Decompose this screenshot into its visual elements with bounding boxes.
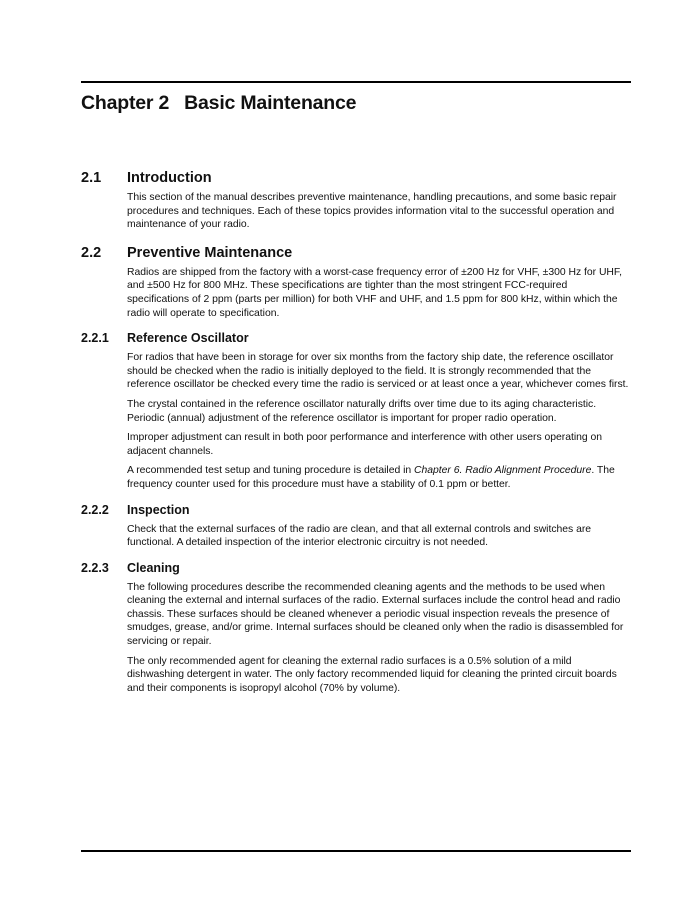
bottom-rule xyxy=(81,850,631,852)
page-content xyxy=(81,168,631,695)
section-title: Introduction xyxy=(127,170,212,186)
chapter-number: Chapter 2 xyxy=(81,92,170,114)
introduction-paragraph: This section of the manual describes preventive maintenance, handling precautions, and some basic repair procedures and techniques. Each of these topics provides information vital to the successful operation and maintenance of your radio. xyxy=(127,192,617,231)
top-rule xyxy=(81,81,631,83)
cleaning-paragraph-1: The following procedures describe the recommended cleaning agents and the methods to be used when cleaning the external and internal surfaces of the radio. External surfaces include the control head and radio chassis. These surfaces should be cleaned whenever a periodic visual inspection reveals the presence of smudges, grease, and/or grime. Internal surfaces should be cleaned only when the radio is disassembled for servicing or repair. xyxy=(127,581,624,648)
paragraph-text: A recommended test setup and tuning procedure is detailed in xyxy=(127,465,415,477)
subsection-number: 2.2.3 xyxy=(81,560,109,575)
subsection-number: 2.2.2 xyxy=(81,502,109,517)
reference-oscillator-paragraph-1: For radios that have been in storage for over six months from the factory ship date, the reference oscillator should be checked when the radio is initially deployed to the field. It is strongly recommended that the reference oscillator be checked every time the radio is serviced or at least once a year, whichever comes first. xyxy=(127,352,629,391)
subsection-heading-inspection xyxy=(81,501,631,519)
subsection-heading-cleaning xyxy=(81,559,631,577)
section-number: 2.1 xyxy=(81,170,102,186)
chapter-title: Basic Maintenance xyxy=(184,92,357,114)
preventive-maintenance-paragraph: Radios are shipped from the factory with a worst-case frequency error of ±200 Hz for VHF, ±300 Hz for UHF, and ±500 Hz for 800 MHz. These specifications are tighter than the most stringent FCC-required specifications of 2 ppm (parts per million) for both VHF and UHF, and 1.5 ppm for 800 kHz, within which the radio will operate to specification. xyxy=(127,266,622,319)
reference-oscillator-paragraph-4 xyxy=(127,464,631,491)
subsection-title: Inspection xyxy=(127,502,190,517)
subsection-heading-reference-oscillator xyxy=(81,329,631,347)
reference-oscillator-paragraph-2: The crystal contained in the reference oscillator naturally drifts over time due to its aging characteristic. Periodic (annual) adjustment of the reference oscillator is important for proper radio operation. xyxy=(127,398,597,424)
reference-oscillator-paragraph-3: Improper adjustment can result in both poor performance and interference with other users operating on adjacent channels. xyxy=(127,432,603,457)
section-heading-introduction xyxy=(81,168,631,188)
chapter-heading xyxy=(81,92,356,115)
chapter-cross-reference: Chapter 6. Radio Alignment Procedure xyxy=(414,465,592,477)
paragraph-text: . The frequency counter used for this procedure must have a stability of 0.1 ppm or better. xyxy=(127,465,615,490)
inspection-paragraph: Check that the external surfaces of the radio are clean, and that all external controls and switches are functional. A detailed inspection of the interior electronic circuitry is not needed. xyxy=(127,523,592,549)
subsection-number: 2.2.1 xyxy=(81,331,109,346)
cleaning-paragraph-2: The only recommended agent for cleaning the external radio surfaces is a 0.5% solution of a mild dishwashing detergent in water. The only factory recommended liquid for cleaning the printed circuit boards and their components is isopropyl alcohol (70% by volume). xyxy=(127,655,617,694)
subsection-title: Reference Oscillator xyxy=(127,331,249,346)
section-number: 2.2 xyxy=(81,244,102,261)
subsection-title: Cleaning xyxy=(127,560,180,575)
section-title: Preventive Maintenance xyxy=(127,244,293,261)
section-heading-preventive-maintenance xyxy=(81,243,631,263)
